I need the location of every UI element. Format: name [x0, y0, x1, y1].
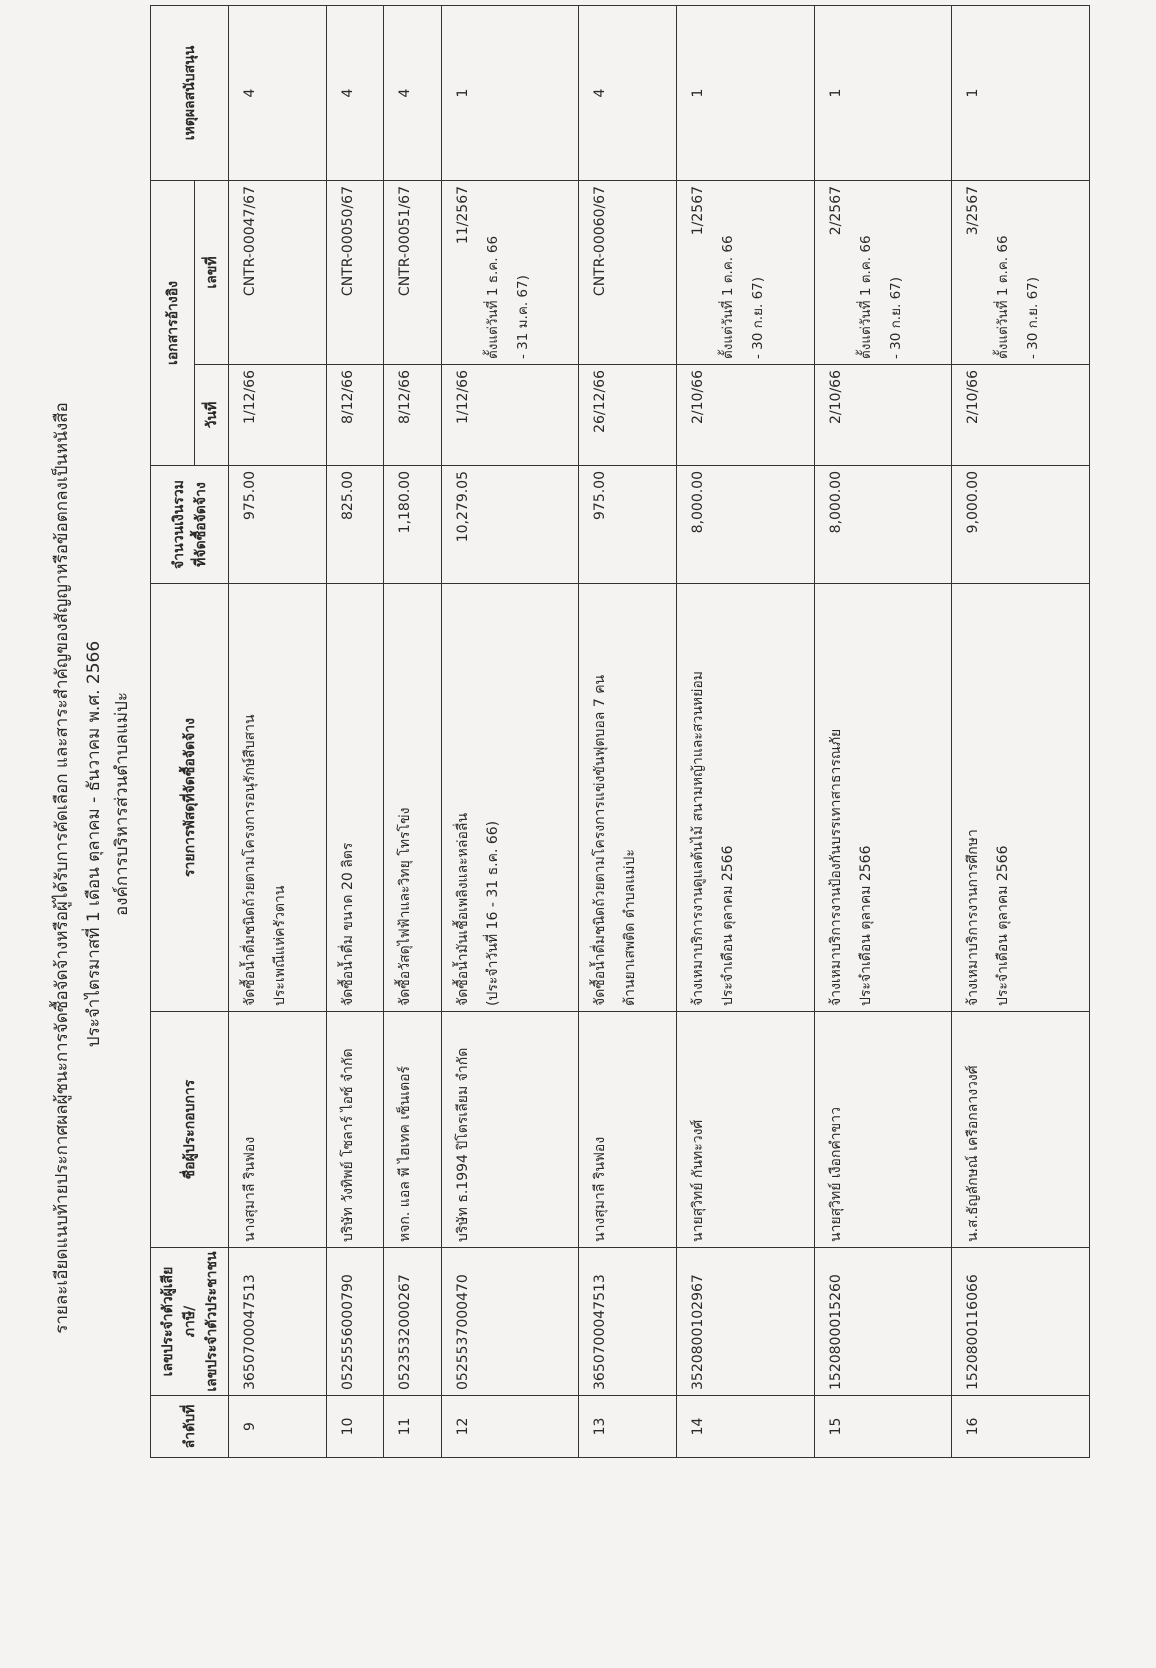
cell-docno-number: CNTR-00047/67 [242, 185, 258, 297]
cell-reason: 1 [441, 5, 579, 180]
cell-items [814, 584, 952, 1012]
cell-taxid: 1520800015260 [814, 1248, 952, 1396]
cell-docno-range-start: ตั้งแต่วันที่ 1 ธ.ค. 66 [484, 235, 501, 359]
cell-reason: 4 [229, 5, 327, 180]
cell-vendor: บริษัท วังทิพย์ โซลาร์ ไอซ์ จำกัด [326, 1012, 383, 1248]
cell-docno-range-start: ตั้งแต่วันที่ 1 ต.ค. 66 [719, 235, 736, 359]
cell-date: 2/10/66 [952, 365, 1090, 466]
cell-taxid: 3520800102967 [676, 1248, 814, 1396]
cell-item-line2: ประจำเดือน ตุลาคม 2566 [995, 845, 1012, 1006]
cell-docno [579, 180, 677, 364]
table-row [384, 5, 441, 1457]
cell-docno [676, 180, 814, 364]
cell-docno-range-end: - 30 ก.ย. 67) [1025, 276, 1042, 359]
table-row [952, 5, 1090, 1457]
cell-item-line1: จ้างเหมาบริการงานดูแลต้นไม้ สนามหญ้าและสวนหย่อม [689, 670, 706, 1006]
header-amount-line2: ที่จัดซื้อจัดจ้าง [192, 482, 209, 567]
cell-items [579, 584, 677, 1012]
cell-vendor: นางสุมาลี รินฟอง [579, 1012, 677, 1248]
cell-vendor: นางสุมาลี รินฟอง [229, 1012, 327, 1248]
cell-item-line1: จัดซื้อน้ำดื่มชนิดถ้วยตามโครงการแข่งขันฟุตบอล 7 คน [592, 674, 609, 1006]
table-row [814, 5, 952, 1457]
cell-vendor: นายสุวิทย์ เงือกคำขาว [814, 1012, 952, 1248]
cell-reason: 4 [579, 5, 677, 180]
header-taxid [151, 1248, 229, 1396]
cell-reason: 1 [676, 5, 814, 180]
cell-item-line2: ประเพณีแห่ครัวตาน [272, 885, 288, 1006]
cell-docno-range-start: ตั้งแต่วันที่ 1 ต.ค. 66 [995, 235, 1012, 359]
cell-amount: 8,000.00 [676, 466, 814, 584]
cell-docno [441, 180, 579, 364]
cell-item-line1: จัดซื้อน้ำดื่มชนิดถ้วยตามโครงการอนุรักษ์สืบสาน [242, 714, 258, 1006]
cell-reason: 1 [952, 5, 1090, 180]
cell-item-line2: ต้านยาเสพติด ตำบลแม่ปะ [622, 849, 639, 1006]
cell-reason: 4 [384, 5, 441, 180]
cell-amount: 1,180.00 [384, 466, 441, 584]
cell-no: 12 [441, 1396, 579, 1458]
cell-date: 1/12/66 [441, 365, 579, 466]
table-row [326, 5, 383, 1457]
table-header-row [151, 5, 195, 1457]
cell-docno-number: 11/2567 [454, 185, 471, 245]
cell-no: 11 [384, 1396, 441, 1458]
cell-no: 14 [676, 1396, 814, 1458]
header-amount-line1: จำนวนเงินรวม [170, 480, 187, 569]
cell-docno [326, 180, 383, 364]
header-date: วันที่ [195, 365, 229, 466]
cell-item-line1: จัดซื้อน้ำมันเชื้อเพลิงและหล่อลื่น [454, 812, 471, 1006]
cell-item-line1: จ้างเหมาบริการงานป้องกันบรรเทาสาธารณภัย [827, 728, 844, 1006]
cell-date: 8/12/66 [326, 365, 383, 466]
cell-docno-number: 3/2567 [965, 185, 982, 236]
cell-amount: 8,000.00 [814, 466, 952, 584]
cell-date: 8/12/66 [384, 365, 441, 466]
table-row [676, 5, 814, 1457]
header-reason: เหตุผลสนับสนุน [151, 5, 229, 180]
table-row [579, 5, 677, 1457]
document-period: ประจำไตรมาสที่ 1 เดือน ตุลาคม - ธันวาคม พ.ศ. 2566 [84, 640, 104, 1048]
cell-docno-number: CNTR-00060/67 [592, 185, 609, 297]
cell-item-line2: ประจำเดือน ตุลาคม 2566 [719, 845, 736, 1006]
cell-item-line2: (ประจำวันที่ 16 - 31 ธ.ค. 66) [484, 820, 501, 1006]
cell-taxid: 0523532000267 [384, 1248, 441, 1396]
cell-items [676, 584, 814, 1012]
cell-docno [814, 180, 952, 364]
header-taxid-line1: เลขประจำตัวผู้เสียภาษี/ [159, 1266, 198, 1377]
cell-vendor: หจก. แอล พี ไฮเทค เซ็นเตอร์ [384, 1012, 441, 1248]
cell-item-line2: ประจำเดือน ตุลาคม 2566 [857, 845, 874, 1006]
cell-date: 1/12/66 [229, 365, 327, 466]
cell-items [384, 584, 441, 1012]
cell-amount: 825.00 [326, 466, 383, 584]
procurement-table [150, 5, 1090, 1458]
organization-name: องค์การบริหารส่วนตำบลแม่ปะ [112, 691, 132, 917]
header-reference: เอกสารอ้างอิง [151, 180, 195, 465]
cell-docno-range-end: - 30 ก.ย. 67) [887, 276, 904, 359]
header-no: ลำดับที่ [151, 1396, 229, 1458]
cell-date: 2/10/66 [814, 365, 952, 466]
table-row [441, 5, 579, 1457]
document-title: รายละเอียดแนบท้ายประกาศผลผู้ชนะการจัดซื้อจัดจ้างหรือผู้ได้รับการคัดเลือก และสาระสำคัญของสัญญาหรือข้อตกลงเป็นหนังสือ [52, 402, 72, 1334]
cell-vendor: น.ส.ธัญลักษณ์ เครือกลางวงศ์ [952, 1012, 1090, 1248]
cell-taxid: 0525537000470 [441, 1248, 579, 1396]
cell-no: 10 [326, 1396, 383, 1458]
cell-no: 15 [814, 1396, 952, 1458]
header-amount [151, 466, 229, 584]
cell-items [326, 584, 383, 1012]
cell-docno-number: CNTR-00050/67 [339, 185, 356, 297]
cell-taxid: 1520800116066 [952, 1248, 1090, 1396]
cell-taxid: 3650700047513 [229, 1248, 327, 1396]
cell-items [952, 584, 1090, 1012]
cell-amount: 975.00 [579, 466, 677, 584]
cell-amount: 975.00 [229, 466, 327, 584]
cell-amount: 9,000.00 [952, 466, 1090, 584]
header-taxid-line2: เลขประจำตัวประชาชน [203, 1251, 220, 1392]
cell-docno [229, 180, 327, 364]
cell-docno-range-end: - 30 ก.ย. 67) [749, 276, 766, 359]
cell-items [229, 584, 327, 1012]
cell-docno-number: 1/2567 [689, 185, 706, 236]
cell-taxid: 3650700047513 [579, 1248, 677, 1396]
cell-date: 26/12/66 [579, 365, 677, 466]
cell-docno [384, 180, 441, 364]
cell-docno-number: 2/2567 [827, 185, 844, 236]
cell-docno-range-end: - 31 ม.ค. 67) [514, 275, 531, 359]
cell-item-line1: จัดซื้อวัสดุไฟฟ้าและวิทยุ โทรโข่ง [397, 807, 414, 1006]
cell-no: 9 [229, 1396, 327, 1458]
cell-docno-range-start: ตั้งแต่วันที่ 1 ต.ค. 66 [857, 235, 874, 359]
cell-taxid: 0525556000790 [326, 1248, 383, 1396]
header-vendor: ชื่อผู้ประกอบการ [151, 1012, 229, 1248]
cell-vendor: นายสุวิทย์ กันทะวงศ์ [676, 1012, 814, 1248]
header-docno: เลขที่ [195, 180, 229, 364]
cell-docno [952, 180, 1090, 364]
cell-vendor: บริษัท ธ.1994 ปิโตรเลียม จำกัด [441, 1012, 579, 1248]
cell-reason: 1 [814, 5, 952, 180]
cell-items [441, 584, 579, 1012]
cell-amount: 10,279.05 [441, 466, 579, 584]
cell-no: 13 [579, 1396, 677, 1458]
cell-no: 16 [952, 1396, 1090, 1458]
cell-date: 2/10/66 [676, 365, 814, 466]
header-items: รายการพัสดุที่จัดซื้อจัดจ้าง [151, 584, 229, 1012]
cell-item-line1: จ้างเหมาบริการงานการศึกษา [965, 829, 982, 1006]
cell-reason: 4 [326, 5, 383, 180]
cell-item-line1: จัดซื้อน้ำดื่ม ขนาด 20 ลิตร [339, 842, 356, 1006]
table-row [229, 5, 327, 1457]
cell-docno-number: CNTR-00051/67 [397, 185, 414, 297]
